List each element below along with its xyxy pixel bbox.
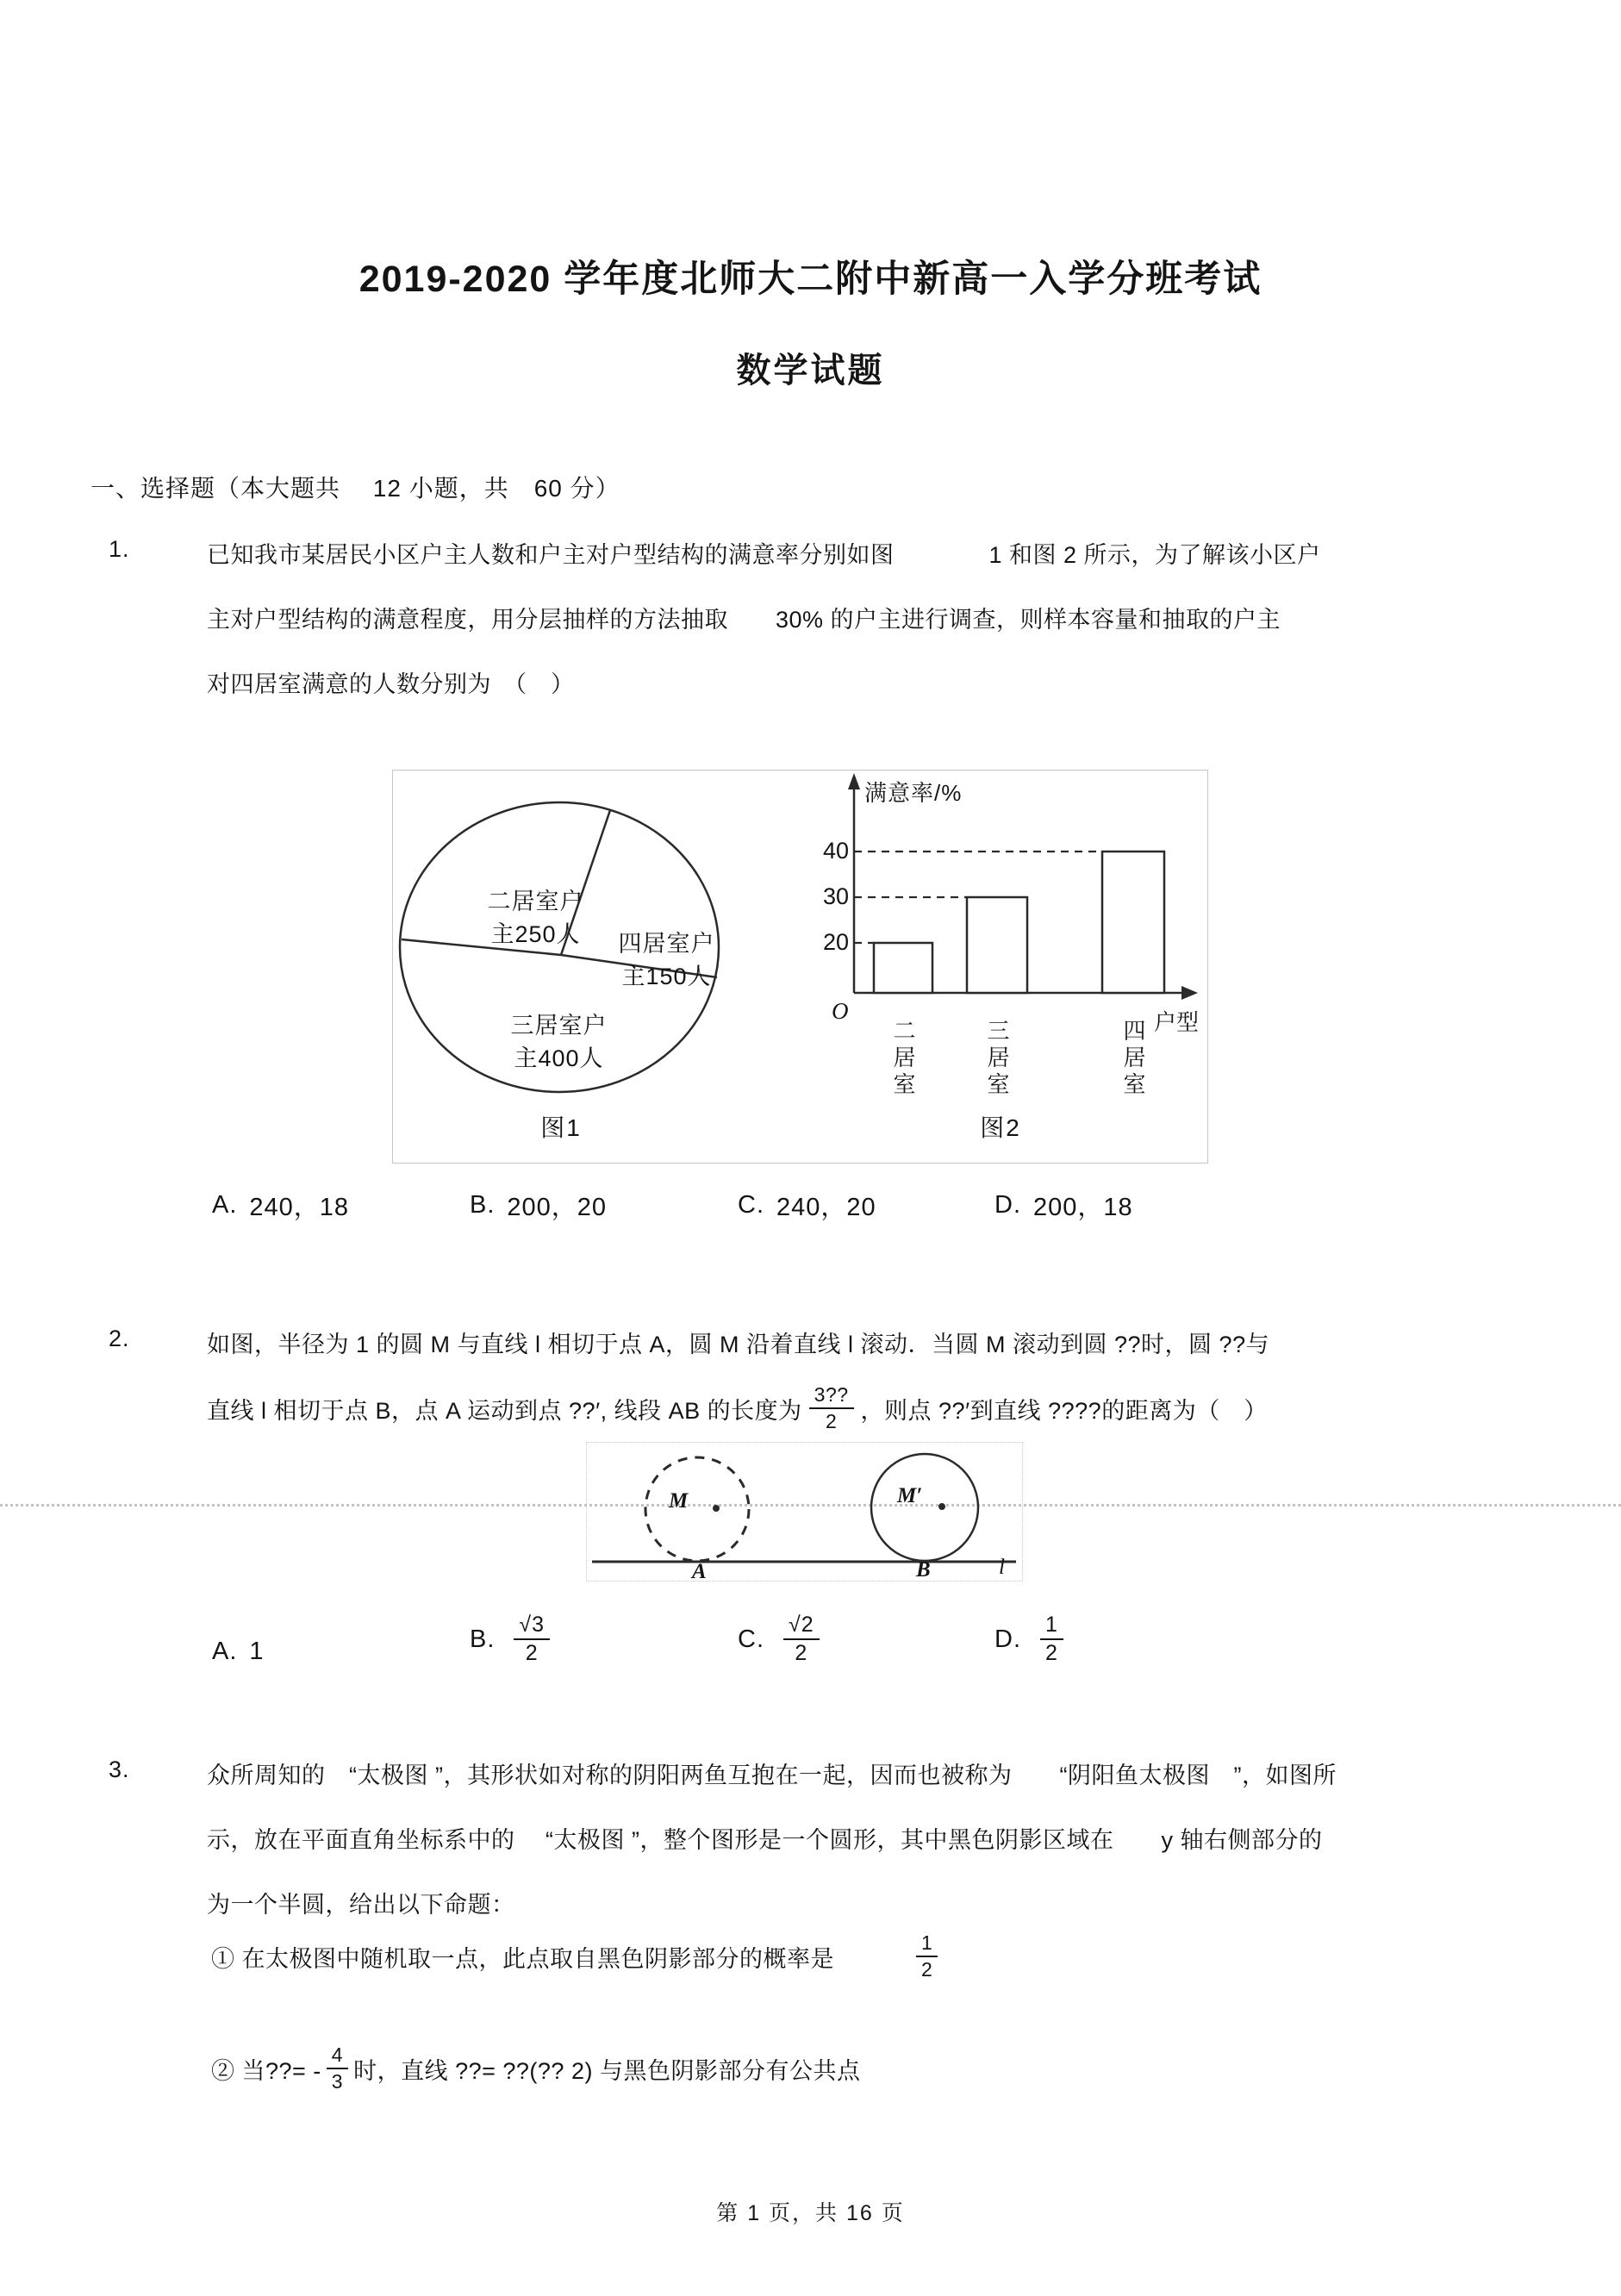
q1-option-b xyxy=(470,1188,607,1223)
q2-option-a-label: A. xyxy=(212,1637,238,1665)
label-m: M xyxy=(669,1489,689,1513)
label-a: A xyxy=(692,1560,707,1583)
q1-option-c xyxy=(738,1188,876,1223)
q2-text-line1: 如图，半径为 1 的圆 M 与直线 l 相切于点 A，圆 M 沿着直线 l 滚动．当圆 M 滚动到圆 ??时，圆 ??与 xyxy=(207,1332,1270,1357)
bar-origin-label: O xyxy=(832,998,849,1024)
q3-number: 3. xyxy=(109,1756,130,1782)
pie-slice-2br-line1: 二居室户 xyxy=(487,889,584,914)
q1-option-d-value: 200，18 xyxy=(1033,1194,1133,1221)
q1-option-d xyxy=(994,1188,1133,1223)
pie-caption: 图1 xyxy=(540,1114,582,1141)
bar-y-axis-label: 满意率/% xyxy=(864,780,963,806)
pie-slice-4br-line2: 主150人 xyxy=(621,964,712,989)
q3-item1-fraction xyxy=(916,1931,938,1982)
q2-line2-fraction-denominator: 2 xyxy=(825,1410,838,1432)
bar-category-3br: 三居室 xyxy=(984,1019,1010,1099)
q1-option-a xyxy=(212,1188,349,1223)
q2-line2-pre: 直线 l 相切于点 B，点 A 运动到点 ??′, 线段 AB 的长度为 xyxy=(207,1397,802,1424)
x-axis-arrow xyxy=(1181,986,1198,1000)
label-b: B xyxy=(916,1558,931,1582)
label-l: l xyxy=(999,1556,1005,1579)
q2-figure-graphic xyxy=(587,1443,1022,1581)
q2-option-d-label: D. xyxy=(994,1625,1021,1653)
q1-figure xyxy=(392,770,1208,1164)
bar-tick-30: 30 xyxy=(822,883,849,909)
bar-caption: 图2 xyxy=(980,1114,1021,1141)
q2-text-line2 xyxy=(207,1376,1268,1441)
pie-chart xyxy=(393,771,789,1163)
q2-option-a-value: 1 xyxy=(249,1637,265,1665)
q3-item2-numerator: 4 xyxy=(327,2043,348,2069)
q3-item1-denominator: 2 xyxy=(921,1958,933,1981)
y-axis-arrow xyxy=(848,773,860,789)
q2-option-b-denominator: 2 xyxy=(525,1641,539,1665)
q2-option-d-denominator: 2 xyxy=(1045,1641,1058,1665)
q2-option-c-fraction xyxy=(783,1612,820,1668)
q3-item1-numerator: 1 xyxy=(916,1931,938,1957)
q2-number: 2. xyxy=(109,1326,130,1351)
pie-slice-label-3br xyxy=(475,1009,643,1075)
bar-2br xyxy=(874,943,932,993)
q2-line2-post: ，则点 ??′到直线 ????的距离为（ ） xyxy=(860,1397,1268,1424)
bar-tick-20: 20 xyxy=(822,929,849,955)
q3-item2-fraction xyxy=(327,2043,348,2094)
q2-option-c-denominator: 2 xyxy=(795,1641,808,1665)
q2-option-a xyxy=(212,1619,265,1684)
pie-slice-4br-line1: 四居室户 xyxy=(618,931,715,957)
q2-option-c-numerator: √2 xyxy=(783,1612,820,1640)
q3-item1-text: ① 在太极图中随机取一点，此点取自黑色阴影部分的概率是 xyxy=(211,1945,835,1972)
bar-3br xyxy=(967,897,1027,993)
q1-option-a-label: A. xyxy=(212,1191,238,1219)
pie-slice-3br-line1: 三居室户 xyxy=(510,1013,608,1039)
circle-m-prime xyxy=(871,1454,978,1561)
q2-option-d-numerator: 1 xyxy=(1040,1612,1063,1640)
bar-chart xyxy=(820,771,1207,1163)
page-title: 2019-2020 学年度北师大二附中新高一入学分班考试 xyxy=(358,259,1263,300)
circle-m-dashed xyxy=(645,1457,749,1561)
q1-option-a-value: 240，18 xyxy=(249,1194,350,1221)
q1-option-d-label: D. xyxy=(994,1191,1021,1219)
q2-option-b-label: B. xyxy=(470,1625,496,1653)
q2-option-b-fraction xyxy=(514,1612,550,1668)
label-m-prime: M′ xyxy=(897,1484,923,1507)
q2-option-b-numerator: √3 xyxy=(514,1612,550,1640)
q1-option-c-label: C. xyxy=(738,1191,764,1219)
q3-proposition-1 xyxy=(211,1924,945,1989)
bar-tick-40: 40 xyxy=(822,838,849,864)
pie-slice-3br-line2: 主400人 xyxy=(514,1045,604,1071)
bar-chart-graphic xyxy=(820,771,1207,1163)
bar-category-4br: 四居室 xyxy=(1120,1019,1146,1099)
q1-text-line2: 主对户型结构的满意程度，用分层抽样的方法抽取 30% 的户主进行调查，则样本容量和抽取的户主 xyxy=(207,607,1281,633)
q1-option-c-value: 240，20 xyxy=(776,1194,876,1221)
pie-slice-2br-line2: 主250人 xyxy=(490,921,581,947)
q2-option-c-label: C. xyxy=(738,1625,764,1653)
q2-option-b xyxy=(470,1605,557,1674)
q2-option-c xyxy=(738,1605,826,1674)
q2-line2-fraction-numerator: 3?? xyxy=(809,1382,854,1409)
q2-option-d-fraction xyxy=(1040,1612,1063,1668)
pie-slice-label-2br xyxy=(469,885,602,951)
page-footer: 第 1 页，共 16 页 xyxy=(716,2201,905,2225)
q1-number: 1. xyxy=(109,536,130,562)
q3-item2-pre: ② 当??= - xyxy=(211,2057,321,2084)
center-dot-m-prime xyxy=(938,1503,945,1510)
q2-figure xyxy=(586,1442,1023,1582)
bar-x-axis-label: 户型 xyxy=(1154,1009,1200,1035)
q1-option-b-value: 200，20 xyxy=(507,1194,608,1221)
center-dot-m xyxy=(713,1505,720,1512)
q1-option-b-label: B. xyxy=(470,1191,496,1219)
page-subtitle: 数学试题 xyxy=(736,352,885,390)
q3-text-line2: 示，放在平面直角坐标系中的 “太极图 ”，整个图形是一个圆形，其中黑色阴影区域在 y 轴右侧部分的 xyxy=(207,1827,1323,1853)
q1-text-line3: 对四居室满意的人数分别为 （ ） xyxy=(207,671,575,697)
pie-slice-label-4br xyxy=(595,927,738,993)
section-heading: 一、选择题（本大题共 12 小题，共 60 分） xyxy=(90,475,620,502)
q2-line2-fraction xyxy=(809,1382,854,1434)
q1-text-line1: 已知我市某居民小区户主人数和户主对户型结构的满意率分别如图 1 和图 2 所示，为了解该小区户 xyxy=(207,542,1321,568)
q3-text-line1: 众所周知的 “太极图 ”，其形状如对称的阴阳两鱼互抱在一起，因而也被称为 “阴阳鱼太极图 ”，如图所 xyxy=(207,1763,1337,1788)
bar-category-2br: 二居室 xyxy=(890,1019,916,1099)
q3-text-line3: 为一个半圆，给出以下命题： xyxy=(207,1892,515,1918)
q3-proposition-2 xyxy=(211,2034,860,2103)
q3-item2-post: 时，直线 ??= ??(?? 2) 与黑色阴影部分有公共点 xyxy=(353,2057,861,2084)
q3-item2-denominator: 3 xyxy=(331,2070,344,2093)
q2-option-d xyxy=(994,1605,1070,1674)
bar-4br xyxy=(1102,852,1164,993)
